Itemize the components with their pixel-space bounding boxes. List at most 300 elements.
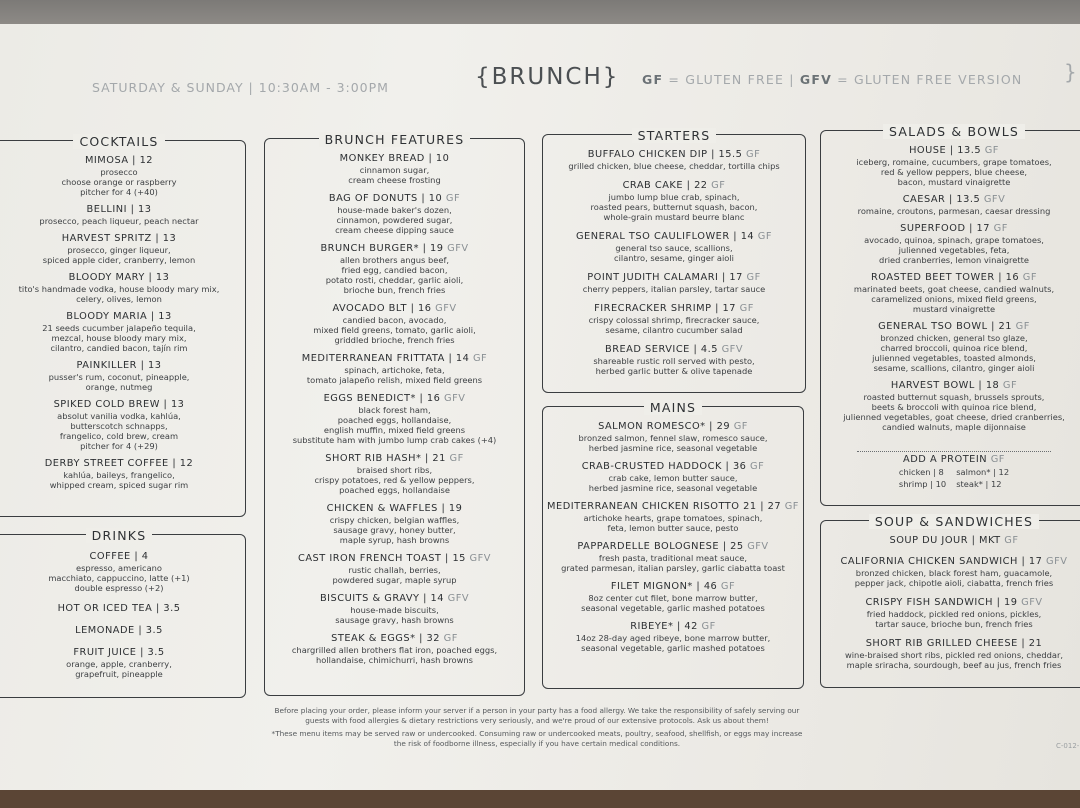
menu-item-name: FRUIT JUICE | 3.5 — [73, 647, 165, 658]
next-page-brace: } — [1064, 60, 1077, 84]
menu-item-name-line — [821, 194, 1080, 206]
protein-options — [821, 466, 1080, 490]
menu-item-name: MONKEY BREAD | 10 — [339, 153, 450, 164]
menu-item-description: cilantro, sesame, ginger aioli — [614, 253, 734, 263]
soup-sandwiches-section — [820, 514, 1080, 688]
menu-item-name: EGGS BENEDICT* | 16 — [323, 393, 441, 404]
menu-item-description: griddled brioche, french fries — [334, 335, 455, 345]
menu-item — [821, 223, 1080, 265]
mains-list — [543, 421, 803, 661]
menu-item — [821, 535, 1080, 547]
allergy-notice — [262, 706, 812, 726]
menu-item-name: STEAK & EGGS* | 32 — [331, 633, 440, 644]
menu-item-description: spinach, artichoke, feta, — [344, 365, 445, 375]
dietary-tag: GF — [1015, 321, 1030, 332]
menu-item-description: beets & broccoli with quinoa rice blend, — [871, 402, 1037, 412]
menu-item-description: bacon, mustard vinaigrette — [897, 177, 1011, 187]
menu-item-description: butterscotch schnapps, — [70, 421, 168, 431]
menu-item — [821, 638, 1080, 670]
drinks-list — [0, 551, 245, 689]
menu-item-description: caramelized onions, mixed field greens, — [871, 294, 1037, 304]
menu-item — [821, 380, 1080, 432]
menu-item-description: crispy colossal shrimp, firecracker sauce, — [588, 315, 760, 325]
menu-item-name: SOUP DU JOUR | MKT — [889, 535, 1001, 546]
menu-item-name-line — [543, 180, 805, 192]
menu-item — [265, 633, 524, 665]
salads-bowls-section — [820, 124, 1080, 506]
dietary-tag: GF — [449, 453, 464, 464]
add-protein-tag: GF — [990, 454, 1005, 465]
dietary-tag: GFV — [1046, 556, 1068, 567]
menu-item-description: crispy chicken, belgian waffles, — [329, 515, 460, 525]
menu-item-name-line — [0, 458, 245, 470]
menu-item-name: CRAB CAKE | 22 — [622, 180, 708, 191]
menu-item-name-line — [265, 453, 524, 465]
menu-item-name: BLOODY MARIA | 13 — [66, 311, 172, 322]
menu-item-name: MIMOSA | 12 — [84, 155, 154, 166]
menu-item — [543, 421, 803, 453]
dietary-tag: GF — [445, 193, 461, 204]
menu-item-name: HARVEST BOWL | 18 — [890, 380, 1000, 391]
menu-item-name: POINT JUDITH CALAMARI | 17 — [587, 272, 743, 283]
menu-item-name: SHORT RIB HASH* | 21 — [325, 453, 446, 464]
protein-steak: steak* | 12 — [956, 479, 1002, 489]
menu-item-description: charred broccoli, quinoa rice blend, — [880, 343, 1028, 353]
menu-item-description: bronzed chicken, general tso glaze, — [880, 333, 1028, 343]
menu-item-description: julienned vegetables, toasted almonds, — [872, 353, 1036, 363]
menu-item-description: maple syrup, hash browns — [339, 535, 450, 545]
menu-item-name: FILET MIGNON* | 46 — [610, 581, 718, 592]
menu-item-name-line — [543, 501, 803, 513]
menu-item-description: 14oz 28-day aged ribeye, bone marrow butter, — [575, 633, 771, 643]
menu-item-description: sausage gravy, hash browns — [335, 615, 454, 625]
menu-item — [265, 553, 524, 585]
starters-section — [542, 128, 806, 393]
menu-item-name: SUPERFOOD | 17 — [900, 223, 991, 234]
menu-item-name: CRAB-CRUSTED HADDOCK | 36 — [581, 461, 747, 472]
menu-item-name: CHICKEN & WAFFLES | 19 — [326, 503, 463, 514]
menu-item-description: bronzed salmon, fennel slaw, romesco sauce, — [578, 433, 768, 443]
menu-item-name-line — [821, 638, 1080, 650]
dietary-tag: GFV — [435, 303, 457, 314]
menu-item-name-line — [0, 204, 245, 216]
dietary-tag: GF — [1004, 535, 1019, 546]
raw-food-warning — [262, 729, 812, 749]
menu-item-name-line — [265, 393, 524, 405]
menu-item — [265, 503, 524, 545]
menu-item-name: BREAD SERVICE | 4.5 — [604, 344, 718, 355]
menu-item-name: COFFEE | 4 — [89, 551, 149, 562]
menu-item-description: fresh pasta, traditional meat sauce, — [598, 553, 748, 563]
protein-shrimp: shrimp | 10 — [898, 479, 947, 489]
dietary-tag: GF — [720, 581, 736, 592]
menu-item-name: GENERAL TSO BOWL | 21 — [878, 321, 1013, 332]
menu-item-description: candied bacon, avocado, — [342, 315, 447, 325]
menu-item-name-line — [265, 303, 524, 315]
menu-item-description: seasonal vegetable, garlic mashed potatoes — [581, 603, 765, 613]
menu-item — [543, 149, 805, 171]
menu-item-description: roasted pears, butternut squash, bacon, — [590, 202, 758, 212]
menu-item-description: 8oz center cut filet, bone marrow butter, — [588, 593, 758, 603]
menu-item — [0, 603, 245, 615]
menu-item-name-line — [543, 421, 803, 433]
menu-item-name: CAESAR | 13.5 — [902, 194, 981, 205]
menu-item-description: herbed jasmine rice, seasonal vegetable — [588, 483, 758, 493]
menu-item-description: black forest ham, — [358, 405, 431, 415]
menu-item-description: grilled chicken, blue cheese, cheddar, tortilla chips — [568, 161, 780, 171]
menu-item-description: romaine, croutons, parmesan, caesar dressing — [857, 206, 1051, 216]
menu-item-description: tartar sauce, brioche bun, french fries — [875, 619, 1033, 629]
menu-item — [543, 180, 805, 222]
menu-item-name-line — [265, 593, 524, 605]
menu-item-description: powdered sugar, maple syrup — [332, 575, 457, 585]
menu-item-description: mixed field greens, tomato, garlic aioli, — [313, 325, 476, 335]
menu-item-description: julienned vegetables, feta, — [898, 245, 1010, 255]
menu-item — [821, 145, 1080, 187]
menu-item-name-line — [0, 233, 245, 245]
menu-item-name: CAST IRON FRENCH TOAST | 15 — [298, 553, 466, 564]
menu-item-description: house-made biscuits, — [350, 605, 439, 615]
menu-item-description: pusser's rum, coconut, pineapple, — [48, 372, 190, 382]
menu-item — [0, 625, 245, 637]
soup-sandwiches-title: SOUP & SANDWICHES — [869, 514, 1039, 529]
brunch-features-title: BRUNCH FEATURES — [319, 132, 471, 147]
menu-item-name: GENERAL TSO CAULIFLOWER | 14 — [575, 231, 755, 242]
dietary-tag: GFV — [469, 553, 491, 564]
menu-item-description: marinated beets, goat cheese, candied walnuts, — [853, 284, 1055, 294]
raw-food-warning-line-2: the risk of foodborne illness, especially if you have certain medical conditions. — [393, 739, 681, 748]
menu-item-description: feta, lemon butter sauce, pesto — [607, 523, 739, 533]
add-protein — [821, 454, 1080, 490]
dietary-tag: GF — [701, 621, 716, 632]
protein-chicken: chicken | 8 — [898, 467, 944, 477]
menu-item-description: herbed jasmine rice, seasonal vegetable — [588, 443, 758, 453]
menu-item-name: RIBEYE* | 42 — [630, 621, 698, 632]
menu-item-description: iceberg, romaine, cucumbers, grape tomatoes, — [856, 157, 1052, 167]
menu-item-name-line — [543, 541, 803, 553]
menu-item-name-line — [821, 223, 1080, 235]
dietary-tag: GF — [472, 353, 488, 364]
menu-item — [265, 153, 524, 185]
menu-item-name: LEMONADE | 3.5 — [75, 625, 163, 636]
menu-item-description: orange, apple, cranberry, — [66, 659, 172, 669]
menu-item-description: choose orange or raspberry — [61, 177, 177, 187]
menu-item-name-line — [821, 272, 1080, 284]
menu-item-name: CRISPY FISH SANDWICH | 19 — [865, 597, 1018, 608]
menu-item-description: rustic challah, berries, — [348, 565, 441, 575]
menu-item-name: FIRECRACKER SHRIMP | 17 — [594, 303, 736, 314]
menu-item-name: SALMON ROMESCO* | 29 — [598, 421, 731, 432]
raw-food-warning-line-1: *These menu items may be served raw or undercooked. Consuming raw or undercooked meats, poultry, seafood, shellfish, or eggs may increase — [271, 729, 803, 738]
drinks-title: DRINKS — [86, 528, 153, 543]
menu-item-name-line — [265, 243, 524, 255]
menu-item-name-line — [265, 153, 524, 165]
menu-item-description: celery, olives, lemon — [76, 294, 162, 304]
menu-item-description: artichoke hearts, grape tomatoes, spinach, — [583, 513, 763, 523]
menu-item-description: poached eggs, hollandaise — [339, 485, 450, 495]
menu-item-name-line — [0, 603, 245, 615]
cocktails-list — [0, 155, 245, 497]
protein-salmon: salmon* | 12 — [956, 467, 1010, 477]
menu-item — [265, 453, 524, 495]
brunch-features-list — [265, 153, 524, 673]
menu-item-description: herbed garlic butter & olive tapenade — [595, 366, 753, 376]
menu-item-description: fried egg, candied bacon, — [341, 265, 448, 275]
menu-item-name: PAPPARDELLE BOLOGNESE | 25 — [577, 541, 744, 552]
table-edge — [0, 790, 1080, 808]
menu-item-name-line — [0, 360, 245, 372]
menu-item — [543, 541, 803, 573]
menu-item-description: house-made baker's dozen, — [337, 205, 452, 215]
menu-item — [543, 501, 803, 533]
dietary-tag: GF — [733, 421, 748, 432]
menu-item-name-line — [0, 399, 245, 411]
drinks-section — [0, 528, 246, 698]
menu-item-description: fried haddock, pickled red onions, pickles, — [866, 609, 1042, 619]
menu-item-description: prosecco, peach liqueur, peach nectar — [39, 216, 199, 226]
menu-item-name-line — [265, 353, 524, 365]
menu-item — [821, 194, 1080, 216]
menu-item-description: frangelico, cold brew, cream — [59, 431, 179, 441]
soup-sandwiches-list — [821, 535, 1080, 679]
menu-item-description: prosecco, ginger liqueur, — [67, 245, 171, 255]
menu-item-description: tito's handmade vodka, house bloody mary mix, — [18, 284, 220, 294]
menu-item-name-line — [265, 503, 524, 515]
menu-item-name-line — [0, 272, 245, 284]
starters-list — [543, 149, 805, 385]
menu-item-description: hollandaise, chimichurri, hash browns — [316, 655, 473, 665]
menu-item — [543, 344, 805, 376]
menu-item-description: sesame, scallions, cilantro, ginger aioli — [873, 363, 1035, 373]
menu-item-description: sausage gravy, honey butter, — [333, 525, 456, 535]
menu-item-description: mezcal, house bloody mary mix, — [51, 333, 187, 343]
menu-item-name-line — [543, 461, 803, 473]
menu-item-description: sesame, cilantro cucumber salad — [605, 325, 743, 335]
menu-item-name: HOT OR ICED TEA | 3.5 — [57, 603, 181, 614]
menu-item-description: english muffin, mixed field greens — [323, 425, 466, 435]
menu-item-description: macchiato, cappuccino, latte (+1) — [48, 573, 190, 583]
menu-item-name-line — [0, 155, 245, 167]
menu-item-name-line — [543, 344, 805, 356]
mains-section — [542, 400, 804, 689]
menu-item-description: 21 seeds cucumber jalapeño tequila, — [42, 323, 196, 333]
menu-item-description: whole-grain mustard beurre blanc — [603, 212, 745, 222]
menu-item-name-line — [543, 621, 803, 633]
menu-item-name-line — [543, 231, 805, 243]
menu-item-name-line — [543, 303, 805, 315]
menu-item-description: cherry peppers, italian parsley, tartar sauce — [582, 284, 766, 294]
dietary-tag: GF — [745, 149, 761, 160]
menu-item-description: orange, nutmeg — [85, 382, 153, 392]
menu-item — [265, 303, 524, 345]
menu-item-description: cream cheese frosting — [348, 175, 441, 185]
menu-item-description: kahlúa, baileys, frangelico, — [63, 470, 175, 480]
menu-code: C-012- — [1056, 742, 1080, 750]
menu-item-name-line — [821, 380, 1080, 392]
menu-item-name: BAG OF DONUTS | 10 — [328, 193, 443, 204]
menu-item-description: seasonal vegetable, garlic mashed potatoes — [581, 643, 765, 653]
dietary-tag: GF — [750, 461, 765, 472]
menu-item-description: avocado, quinoa, spinach, grape tomatoes, — [864, 235, 1044, 245]
menu-item — [543, 461, 803, 493]
allergy-notice-line-1: Before placing your order, please inform your server if a person in your party has a food allergy. We take the responsibility of safely serving our — [274, 706, 800, 715]
menu-item — [0, 233, 245, 265]
menu-item — [0, 399, 245, 451]
menu-item-description: shareable rustic roll served with pesto, — [593, 356, 755, 366]
menu-item — [821, 272, 1080, 314]
menu-item-name-line — [821, 535, 1080, 547]
menu-item — [0, 458, 245, 490]
menu-item — [543, 303, 805, 335]
mains-title: MAINS — [644, 400, 702, 415]
menu-item-name: AVOCADO BLT | 16 — [332, 303, 432, 314]
dietary-tag: GF — [746, 272, 761, 283]
menu-item-name-line — [821, 145, 1080, 157]
menu-item-name-line — [543, 149, 805, 161]
dietary-tag: GFV — [983, 194, 1006, 205]
legend-gfv: GFV — [799, 72, 832, 87]
menu-item-description: brioche bun, french fries — [343, 285, 446, 295]
dietary-tag: GFV — [1021, 597, 1043, 608]
menu-item-description: cinnamon, powdered sugar, — [336, 215, 453, 225]
dietary-tag: GFV — [721, 344, 744, 355]
menu-item-name-line — [821, 556, 1080, 568]
legend-gfv-text: = GLUTEN FREE VERSION — [831, 72, 1023, 87]
menu-item — [0, 204, 245, 226]
menu-item-description: allen brothers angus beef, — [339, 255, 450, 265]
menu-item-name: MEDITERRANEAN CHICKEN RISOTTO 21 | 27 — [547, 501, 782, 512]
menu-item-name: PAINKILLER | 13 — [76, 360, 162, 371]
add-protein-name: ADD A PROTEIN — [903, 454, 988, 465]
menu-item-description: maple sriracha, sourdough, beef au jus, french fries — [846, 660, 1062, 670]
menu-item — [543, 272, 805, 294]
dietary-tag: GF — [443, 633, 458, 644]
menu-item-description: pitcher for 4 (+29) — [80, 441, 158, 451]
menu-item-description: crispy potatoes, red & yellow peppers, — [314, 475, 475, 485]
menu-item-name: SHORT RIB GRILLED CHEESE | 21 — [865, 638, 1043, 649]
dietary-tag: GF — [984, 145, 999, 156]
menu-item-name: CALIFORNIA CHICKEN SANDWICH | 17 — [840, 556, 1043, 567]
menu-item — [821, 321, 1080, 373]
menu-item-name: SPIKED COLD BREW | 13 — [53, 399, 185, 410]
dietary-tag: GF — [784, 501, 799, 512]
legend-gf-text: = GLUTEN FREE | — [663, 72, 800, 87]
menu-item-description: candied walnuts, maple dijonnaise — [882, 422, 1026, 432]
menu-item-name: DERBY STREET COFFEE | 12 — [44, 458, 194, 469]
dietary-legend — [642, 72, 1022, 87]
allergy-notice-line-2: guests with food allergies & dietary restrictions very seriously, and we're proud of our extensive protocols. Ask us about them! — [305, 716, 769, 725]
menu-item — [821, 597, 1080, 629]
cocktails-title: COCKTAILS — [73, 134, 164, 149]
menu-item-description: grated parmesan, italian parsley, garlic ciabatta toast — [561, 563, 785, 573]
menu-item-description: cinnamon sugar, — [359, 165, 430, 175]
menu-item — [543, 231, 805, 263]
dietary-tag: GFV — [447, 243, 469, 254]
menu-item-description: double espresso (+2) — [74, 583, 164, 593]
starters-title: STARTERS — [632, 128, 717, 143]
menu-item-description: substitute ham with jumbo lump crab cakes (+4) — [292, 435, 497, 445]
menu-item — [265, 353, 524, 385]
menu-item — [265, 193, 524, 235]
dietary-tag: GF — [739, 303, 754, 314]
menu-item-description: general tso sauce, scallions, — [615, 243, 733, 253]
menu-item-name-line — [821, 597, 1080, 609]
menu-item-name-line — [543, 581, 803, 593]
menu-item-description: prosecco — [100, 167, 138, 177]
menu-item-description: wine-braised short ribs, pickled red onions, cheddar, — [844, 650, 1064, 660]
menu-item — [0, 360, 245, 392]
dietary-tag: GFV — [443, 393, 466, 404]
salads-bowls-title: SALADS & BOWLS — [883, 124, 1025, 139]
menu-item-name-line — [265, 193, 524, 205]
menu-item-name-line — [265, 553, 524, 565]
menu-item — [265, 243, 524, 295]
dietary-tag: GFV — [447, 593, 470, 604]
dietary-tag: GFV — [747, 541, 769, 552]
menu-item-name: HARVEST SPRITZ | 13 — [61, 233, 177, 244]
menu-item-description: cilantro, candied bacon, tajín rim — [50, 343, 188, 353]
menu-item-name-line — [0, 311, 245, 323]
menu-item-description: poached eggs, hollandaise, — [337, 415, 452, 425]
menu-item-name-line — [0, 625, 245, 637]
menu-item-name: BELLINI | 13 — [86, 204, 152, 215]
menu-item-name: BRUNCH BURGER* | 19 — [320, 243, 444, 254]
menu-item-description: julienned vegetables, goat cheese, dried cranberries, — [843, 412, 1065, 422]
menu-item — [265, 393, 524, 445]
menu-item-name-line — [0, 647, 245, 659]
menu-item-description: spiced apple cider, cranberry, lemon — [42, 255, 196, 265]
legend-gf: GF — [642, 72, 664, 87]
protein-divider — [857, 451, 1051, 452]
dietary-tag: GF — [1002, 380, 1018, 391]
dietary-tag: GF — [1022, 272, 1038, 283]
menu-item-name-line — [0, 551, 245, 563]
dietary-tag: GF — [757, 231, 773, 242]
brunch-logo: {BRUNCH} — [475, 64, 620, 90]
menu-item-description: potato rosti, cheddar, garlic aioli, — [325, 275, 464, 285]
menu-item-name: BLOODY MARY | 13 — [68, 272, 170, 283]
salads-bowls-list — [821, 145, 1080, 439]
menu-item-description: jumbo lump blue crab, spinach, — [608, 192, 740, 202]
menu-item-description: cream cheese dipping sauce — [335, 225, 454, 235]
menu-item-name: MEDITERRANEAN FRITTATA | 14 — [301, 353, 470, 364]
menu-item-description: pitcher for 4 (+40) — [80, 187, 158, 197]
dietary-tag: GF — [993, 223, 1008, 234]
menu-item-description: braised short ribs, — [356, 465, 433, 475]
menu-item-description: bronzed chicken, black forest ham, guacamole, — [855, 568, 1053, 578]
menu-item — [265, 593, 524, 625]
menu-item — [0, 311, 245, 353]
menu-item-name: BUFFALO CHICKEN DIP | 15.5 — [587, 149, 743, 160]
menu-item — [0, 647, 245, 679]
menu-item-description: grapefruit, pineapple — [75, 669, 163, 679]
menu-item — [0, 272, 245, 304]
menu-item — [0, 551, 245, 593]
menu-item — [821, 556, 1080, 588]
menu-item — [0, 155, 245, 197]
brunch-features-section — [264, 132, 525, 696]
menu-item-description: red & yellow peppers, blue cheese, — [880, 167, 1028, 177]
service-hours: SATURDAY & SUNDAY | 10:30AM - 3:00PM — [92, 80, 389, 95]
menu-item-description: roasted butternut squash, brussels sprouts, — [863, 392, 1045, 402]
menu-item-name: ROASTED BEET TOWER | 16 — [870, 272, 1020, 283]
menu-item-description: dried cranberries, lemon vinaigrette — [879, 255, 1029, 265]
menu-item-name-line — [543, 272, 805, 284]
menu-item-description: whipped cream, spiced sugar rim — [49, 480, 189, 490]
menu-item-description: absolut vanilia vodka, kahlúa, — [57, 411, 181, 421]
menu-item-description: crab cake, lemon butter sauce, — [608, 473, 738, 483]
menu-item — [543, 581, 803, 613]
